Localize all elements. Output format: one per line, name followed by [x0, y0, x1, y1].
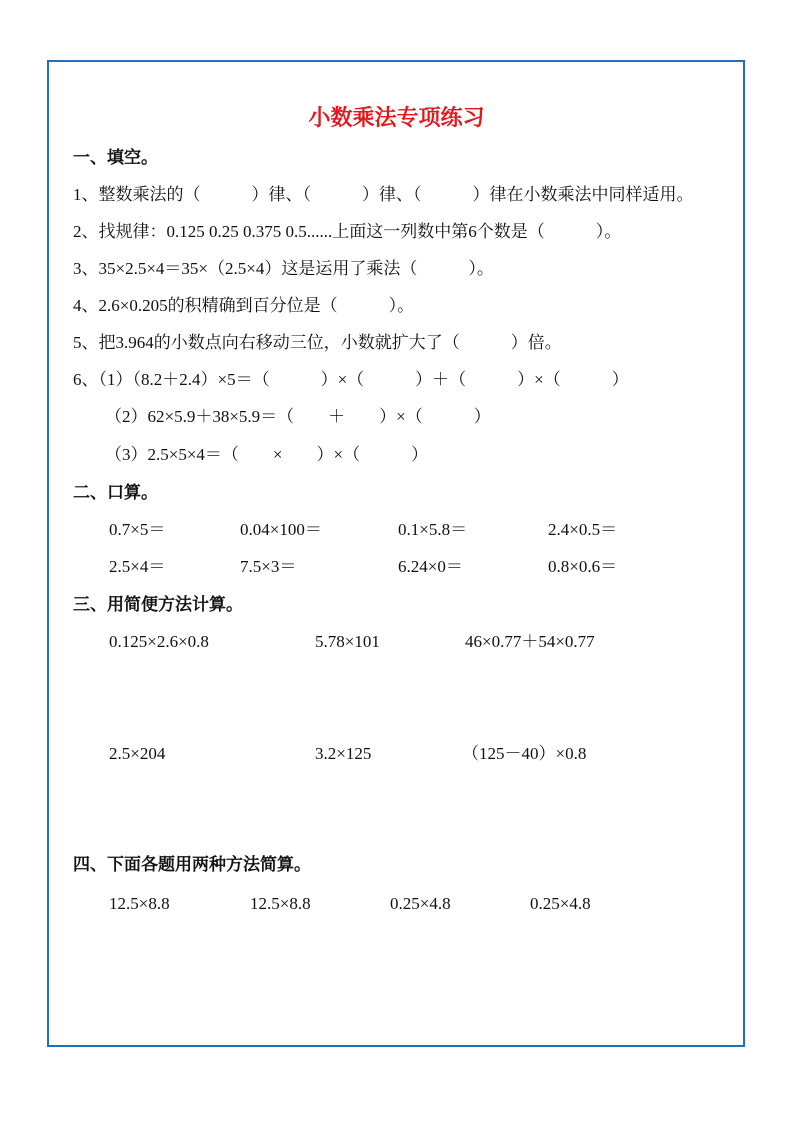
section-3-heading: 三、用简便方法计算。	[73, 595, 243, 614]
simplify-problem: （125－40）×0.8	[462, 744, 587, 763]
simplify-problem: 3.2×125	[315, 744, 372, 763]
two-method-problem: 0.25×4.8	[530, 894, 591, 913]
simplify-problem: 46×0.77＋54×0.77	[465, 632, 595, 651]
oral-calc: 0.8×0.6＝	[548, 557, 618, 576]
oral-calc: 0.04×100＝	[240, 520, 322, 539]
oral-calc: 0.7×5＝	[109, 520, 166, 539]
two-method-problem: 12.5×8.8	[250, 894, 311, 913]
question-6-1: 6、（1）（8.2＋2.4）×5＝（ ）×（ ）＋（ ）×（ ）	[73, 370, 629, 389]
oral-calc: 7.5×3＝	[240, 557, 297, 576]
page-title: 小数乘法专项练习	[308, 105, 485, 130]
section-2-heading: 二、口算。	[73, 483, 158, 502]
question-6-3: （3）2.5×5×4＝（ × ）×（ ）	[105, 445, 429, 464]
two-method-problem: 0.25×4.8	[390, 894, 451, 913]
question-6-2: （2）62×5.9＋38×5.9＝（ ＋ ）×（ ）	[105, 407, 491, 426]
oral-calc: 0.1×5.8＝	[398, 520, 468, 539]
question-4: 4、2.6×0.205的积精确到百分位是（ ）。	[73, 296, 415, 315]
question-1: 1、整数乘法的（ ）律、（ ）律、（ ）律在小数乘法中同样适用。	[73, 185, 694, 204]
question-3: 3、35×2.5×4＝35×（2.5×4）这是运用了乘法（ ）。	[73, 259, 494, 278]
oral-calc: 2.5×4＝	[109, 557, 166, 576]
simplify-problem: 2.5×204	[109, 744, 166, 763]
section-4-heading: 四、下面各题用两种方法简算。	[73, 855, 311, 874]
simplify-problem: 0.125×2.6×0.8	[109, 632, 209, 651]
oral-calc: 6.24×0＝	[398, 557, 463, 576]
oral-calc: 2.4×0.5＝	[548, 520, 618, 539]
simplify-problem: 5.78×101	[315, 632, 380, 651]
two-method-problem: 12.5×8.8	[109, 894, 170, 913]
section-1-heading: 一、填空。	[73, 148, 158, 167]
question-2: 2、找规律：0.125 0.25 0.375 0.5......上面这一列数中第6个数是（ ）。	[73, 222, 622, 241]
question-5: 5、把3.964的小数点向右移动三位，小数就扩大了（ ）倍。	[73, 333, 562, 352]
